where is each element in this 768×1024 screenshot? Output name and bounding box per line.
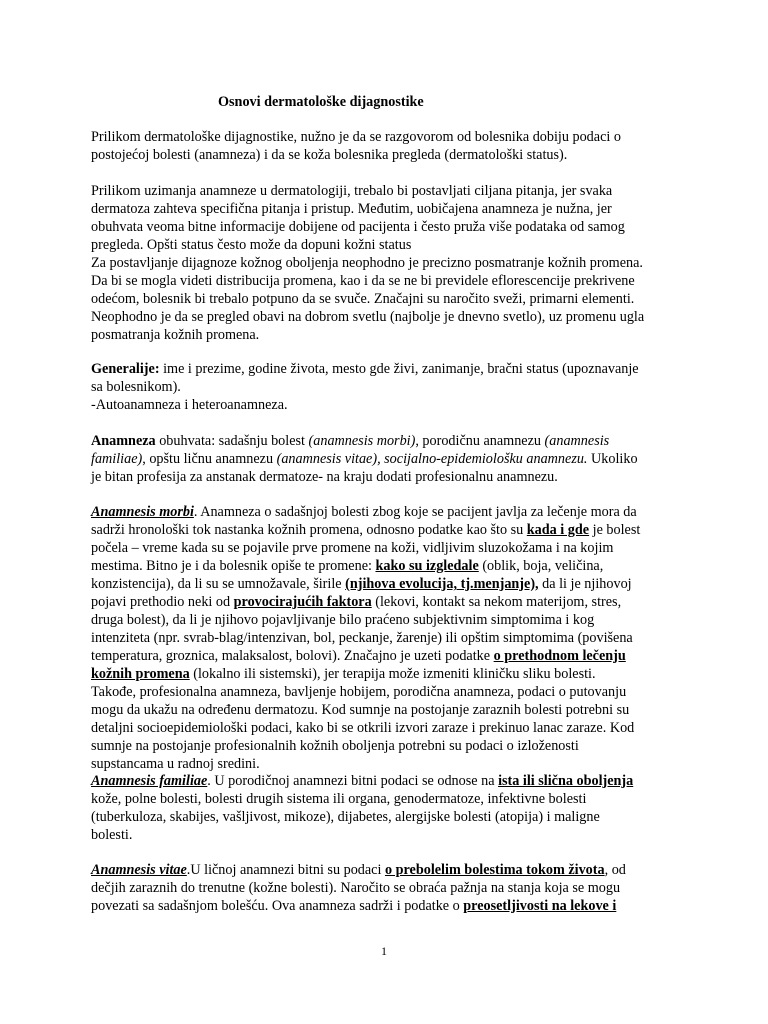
text-span: , od [604,862,626,878]
emphasis-term: ista ili slična oboljenja [498,773,634,789]
text-line: sumnje na postojanje profesionalnih kožnih oboljenja potrebni su podaci o izloženosti [91,738,579,754]
anamneza-paragraph [91,432,691,486]
text-line [91,521,691,539]
emphasis-term: (njihova evolucija, tj.menjanje), [345,576,539,592]
text-span: pojavi prethodio neki od [91,594,234,610]
text-line [91,360,691,378]
text-line: postojećoj bolesti (anamneza) i da se koža bolesnika pregleda (dermatološki status). [91,147,568,163]
anamnesis-familiae-heading: Anamnesis familiae [91,773,208,789]
anamnesis-morbi-heading: Anamnesis morbi [91,504,194,520]
italic-term: (anamnesis [544,433,610,449]
text-line: posmatranja kožnih promena. [91,327,260,343]
text-line: kože, polne bolesti, bolesti drugih sistema ili organa, genodermatoze, infektivne bolesti [91,791,587,807]
text-line: dečjih zaraznih do trenutne (kožne bolesti). Naročito se obraća pažnja na stanja koja se mogu [91,880,621,896]
italic-term: (anamnesis morbi) [308,433,416,449]
text-span: mestima. Bitno je i da bolesnik opiše te promene: [91,558,376,574]
text-span: sadrži hronološki tok nastanka kožnih promena, odnosno podatke kao što su [91,522,527,538]
text-line [91,772,691,790]
anamnesis-vitae-section [91,861,691,915]
text-line: dermatoza zahteva specifična pitanja i pristup. Međutim, uobičajena anamneza je nužna, jer [91,201,612,217]
anamneza-label: Anamneza [91,433,156,449]
text-line: intenziteta (npr. svrab-blag/intenzivan, bol, peckanje, žarenje) ili opštim simptomima (povišena [91,630,633,646]
text-span: konzistencija), da li su se umnožavale, širile [91,576,346,592]
text-span: povezati sa sadašnjom bolešću. Ova anamneza sadrži i podatke o [91,898,464,914]
text-line: je bitan profesija za anstanak dermatoze- na kraju dodati profesionalnu anamnezu. [91,469,558,485]
emphasis-term: kada i gde [526,522,590,538]
text-line: detaljni socioepidemiološki podaci, kako bi se otkrili izvori zaraze i prekinuo lanac zaraze. Kod [91,720,635,736]
text-span: je bolest [589,522,641,538]
emphasis-term: provocirajućih faktora [233,594,372,610]
text-line: (tuberkuloza, skabijes, vašljivost, mikoze), dijabetes, alergijske bolesti (atopija) i maligne [91,809,600,825]
intro-paragraph [91,128,691,164]
italic-term: (anamnesis vitae), socijalno-epidemiološku anamnezu. [276,451,588,467]
text-line: druga bolest), da li je njihovo pojavljivanje bilo praćeno subjektivnim simptomima i kog [91,612,595,628]
text-span: temperatura, groznica, malaksalost, bolovi). Značajno je uzeti podatke [91,648,494,664]
text-line: Takođe, profesionalna anamneza, bavljenje hobijem, porodična anamneza, podaci o putovanju [91,684,627,700]
text-span: (lekovi, kontakt sa nekom materijom, stres, [371,594,622,610]
text-span: obuhvata: sadašnju bolest [155,433,309,449]
text-line: sa bolesnikom). [91,379,181,395]
text-span: . U porodičnoj anamnezi bitni podaci se odnose na [207,773,499,789]
text-line: obuhvata veoma bitne informacije dobijene od pacijenta i često pruža više podataka od samog [91,219,625,235]
text-line [91,450,691,468]
emphasis-term: o prebolelim bolestima tokom života [384,862,605,878]
emphasis-term: preosetljivosti na lekove i [463,898,617,914]
text-line [91,665,691,683]
generalije-label: Generalije: [91,361,160,377]
text-span: (lokalno ili sistemski), jer terapija može izmeniti kliničku sliku bolesti. [189,666,596,682]
text-span: , porodičnu anamnezu [415,433,545,449]
emphasis-term: o prethodnom lečenju [493,648,626,664]
text-line: Neophodno je da se pregled obavi na dobrom svetlu (najbolje je dnevno svetlo), uz promenu ugla [91,309,645,325]
italic-term: familiae) [91,451,143,467]
anamnesis-morbi-section [91,503,691,773]
page-number: 1 [381,944,387,958]
generalije-paragraph [91,360,691,414]
text-span: Ukoliko [587,451,638,467]
text-line [91,897,691,915]
text-span: . Anamneza o sadašnjoj bolesti zbog koje se pacijent javlja za lečenje mora da [193,504,637,520]
text-line: Da bi se mogla videti distribucija promena, kao i da se ne bi previdele eflorescencije prekrivene [91,273,635,289]
text-line [91,432,691,450]
text-span: .U ličnoj anamnezi bitni su podaci [186,862,385,878]
text-line: odećom, bolesnik bi trebalo potpuno da se svuče. Značajni su naročito sveži, primarni elementi. [91,291,635,307]
text-line [91,503,691,521]
text-span: (oblik, boja, veličina, [478,558,604,574]
text-span: , opštu ličnu anamnezu [142,451,277,467]
text-line: Za postavljanje dijagnoze kožnog oboljenja neophodno je precizno posmatranje kožnih promena. [91,255,643,271]
text-line [91,593,691,611]
text-line: Prilikom dermatološke dijagnostike, nužno je da se razgovorom od bolesnika dobiju podaci o [91,129,621,145]
text-line [91,575,691,593]
document-title: Osnovi dermatološke dijagnostike [218,94,424,110]
generalije-text: ime i prezime, godine života, mesto gde živi, zanimanje, bračni status (upoznavanje [159,361,639,377]
anamnesis-intro-paragraph [91,182,691,344]
text-line: -Autoanamneza i heteroanamneza. [91,397,288,413]
text-line: Prilikom uzimanja anamneze u dermatologiji, trebalo bi postavljati ciljana pitanja, jer svaka [91,183,613,199]
text-line: mogu da ukažu na određenu dermatozu. Kod sumnje na postojanje zaraznih bolesti potrebni su [91,702,630,718]
anamnesis-familiae-section [91,772,691,844]
text-line [91,557,691,575]
text-line: supstancama u radnoj sredini. [91,756,260,772]
text-line: počela – vreme kada su se pojavile prve promene na koži, vidljivim sluzokožama i na kojim [91,540,614,556]
emphasis-term: kožnih promena [91,666,190,682]
text-span: da li je njihovoj [538,576,632,592]
text-line [91,647,691,665]
anamnesis-vitae-heading: Anamnesis vitae [91,862,187,878]
text-line [91,861,691,879]
emphasis-term: kako su izgledale [375,558,479,574]
text-line: bolesti. [91,827,133,843]
text-line: pregleda. Opšti status često može da dopuni kožni status [91,237,412,253]
